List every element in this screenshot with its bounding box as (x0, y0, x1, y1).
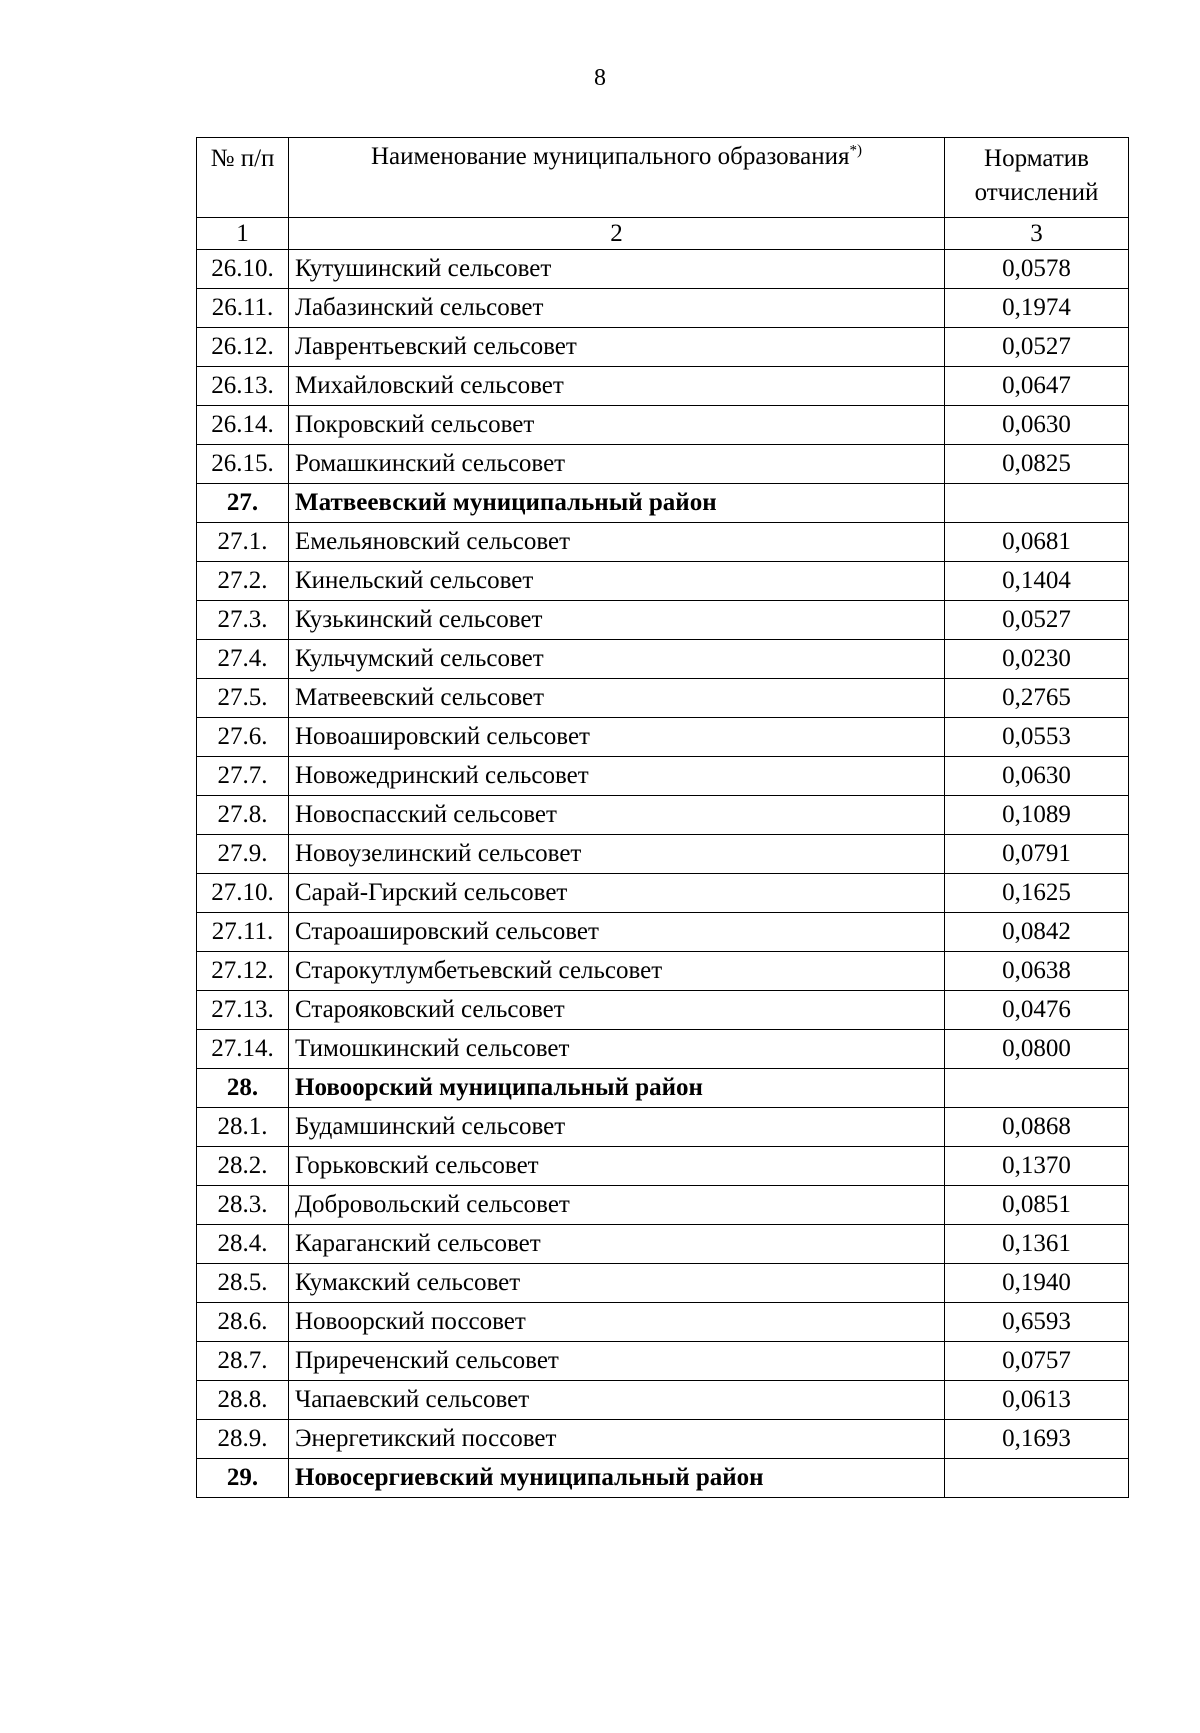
municipality-name: Старокутлумбетьевский сельсовет (289, 952, 945, 991)
municipality-name: Тимошкинский сельсовет (289, 1030, 945, 1069)
row-number: 27.3. (197, 601, 289, 640)
allocation-norm: 0,0553 (945, 718, 1129, 757)
municipality-name: Сарай-Гирский сельсовет (289, 874, 945, 913)
district-group-row (197, 1069, 1129, 1108)
row-number: 26.14. (197, 406, 289, 445)
allocation-norm (945, 1069, 1129, 1108)
municipality-name: Матвеевский муниципальный район (289, 484, 945, 523)
row-number: 27.7. (197, 757, 289, 796)
table-row (197, 562, 1129, 601)
municipality-name: Кумакский сельсовет (289, 1264, 945, 1303)
allocation-norm: 0,0230 (945, 640, 1129, 679)
municipality-name: Караганский сельсовет (289, 1225, 945, 1264)
table-row (197, 1264, 1129, 1303)
allocation-norm: 0,0757 (945, 1342, 1129, 1381)
header-name-footnote-mark: *) (849, 142, 863, 159)
allocation-norm: 0,1625 (945, 874, 1129, 913)
municipality-name: Добровольский сельсовет (289, 1186, 945, 1225)
allocation-norm: 0,0681 (945, 523, 1129, 562)
row-number: 26.15. (197, 445, 289, 484)
allocation-norm: 0,0800 (945, 1030, 1129, 1069)
table-row (197, 289, 1129, 328)
municipality-name: Новоспасский сельсовет (289, 796, 945, 835)
municipality-name: Лаврентьевский сельсовет (289, 328, 945, 367)
allocation-norm: 0,0825 (945, 445, 1129, 484)
table-row (197, 640, 1129, 679)
table-header-row (197, 138, 1129, 218)
allocation-norm: 0,2765 (945, 679, 1129, 718)
row-number: 28.7. (197, 1342, 289, 1381)
municipality-name: Михайловский сельсовет (289, 367, 945, 406)
municipality-name: Горьковский сельсовет (289, 1147, 945, 1186)
row-number: 27. (197, 484, 289, 523)
municipality-name: Новоорский муниципальный район (289, 1069, 945, 1108)
column-index-2: 2 (289, 218, 945, 250)
column-index-row (197, 218, 1129, 250)
allocation-norm: 0,0630 (945, 406, 1129, 445)
table-row (197, 874, 1129, 913)
table-row (197, 1147, 1129, 1186)
table-row (197, 913, 1129, 952)
table-row (197, 952, 1129, 991)
row-number: 27.6. (197, 718, 289, 757)
row-number: 27.2. (197, 562, 289, 601)
row-number: 26.11. (197, 289, 289, 328)
row-number: 28.9. (197, 1420, 289, 1459)
row-number: 28.4. (197, 1225, 289, 1264)
allocation-norm (945, 484, 1129, 523)
municipality-name: Чапаевский сельсовет (289, 1381, 945, 1420)
table-row (197, 1108, 1129, 1147)
table-row (197, 835, 1129, 874)
table-row (197, 679, 1129, 718)
table-row (197, 718, 1129, 757)
table-row (197, 250, 1129, 289)
table-row (197, 367, 1129, 406)
municipality-name: Новосергиевский муниципальный район (289, 1459, 945, 1498)
municipality-name: Кутушинский сельсовет (289, 250, 945, 289)
row-number: 28.5. (197, 1264, 289, 1303)
row-number: 27.14. (197, 1030, 289, 1069)
row-number: 28.3. (197, 1186, 289, 1225)
table-row (197, 1303, 1129, 1342)
table-row (197, 1186, 1129, 1225)
allocation-norm: 0,1693 (945, 1420, 1129, 1459)
table-row (197, 523, 1129, 562)
allocation-norm: 0,1370 (945, 1147, 1129, 1186)
allocation-norm: 0,0527 (945, 601, 1129, 640)
municipality-name: Емельяновский сельсовет (289, 523, 945, 562)
row-number: 28.6. (197, 1303, 289, 1342)
table-row (197, 1420, 1129, 1459)
table-row (197, 991, 1129, 1030)
allocation-norm: 0,0527 (945, 328, 1129, 367)
municipality-name: Кульчумский сельсовет (289, 640, 945, 679)
municipality-name: Новоорский поссовет (289, 1303, 945, 1342)
table-row (197, 757, 1129, 796)
allocation-norm: 0,1404 (945, 562, 1129, 601)
column-index-1: 1 (197, 218, 289, 250)
row-number: 27.10. (197, 874, 289, 913)
allocation-norm: 0,0476 (945, 991, 1129, 1030)
table-row (197, 406, 1129, 445)
allocation-norm: 0,0638 (945, 952, 1129, 991)
municipality-name: Матвеевский сельсовет (289, 679, 945, 718)
header-name (289, 138, 945, 218)
allocation-norm: 0,0851 (945, 1186, 1129, 1225)
district-group-row (197, 484, 1129, 523)
header-num: № п/п (197, 138, 289, 218)
row-number: 27.11. (197, 913, 289, 952)
municipality-name: Будамшинский сельсовет (289, 1108, 945, 1147)
row-number: 26.10. (197, 250, 289, 289)
municipality-name: Покровский сельсовет (289, 406, 945, 445)
municipality-name: Приреченский сельсовет (289, 1342, 945, 1381)
table-row (197, 328, 1129, 367)
municipality-name: Новоузелинский сельсовет (289, 835, 945, 874)
row-number: 28.1. (197, 1108, 289, 1147)
row-number: 26.12. (197, 328, 289, 367)
row-number: 26.13. (197, 367, 289, 406)
row-number: 27.1. (197, 523, 289, 562)
table-row (197, 445, 1129, 484)
allocation-norm: 0,0630 (945, 757, 1129, 796)
table-row (197, 796, 1129, 835)
allocation-norm: 0,1089 (945, 796, 1129, 835)
allocation-norm: 0,0647 (945, 367, 1129, 406)
allocation-norm: 0,0868 (945, 1108, 1129, 1147)
allocation-norm: 0,6593 (945, 1303, 1129, 1342)
allocation-norm: 0,1940 (945, 1264, 1129, 1303)
allocation-norm: 0,1361 (945, 1225, 1129, 1264)
allocation-norm (945, 1459, 1129, 1498)
column-index-3: 3 (945, 218, 1129, 250)
page-number: 8 (594, 65, 606, 91)
row-number: 27.4. (197, 640, 289, 679)
municipality-name: Энергетикский поссовет (289, 1420, 945, 1459)
district-group-row (197, 1459, 1129, 1498)
municipality-name: Кузькинский сельсовет (289, 601, 945, 640)
table-row (197, 1030, 1129, 1069)
municipality-name: Новожедринский сельсовет (289, 757, 945, 796)
row-number: 27.12. (197, 952, 289, 991)
row-number: 27.9. (197, 835, 289, 874)
row-number: 27.13. (197, 991, 289, 1030)
municipality-name: Староашировский сельсовет (289, 913, 945, 952)
row-number: 27.8. (197, 796, 289, 835)
allocation-norms-table (196, 137, 1129, 1498)
header-name-text: Наименование муниципального образования (370, 143, 850, 170)
municipality-name: Ромашкинский сельсовет (289, 445, 945, 484)
table-row (197, 1225, 1129, 1264)
table-row (197, 601, 1129, 640)
row-number: 27.5. (197, 679, 289, 718)
municipality-name: Старояковский сельсовет (289, 991, 945, 1030)
allocation-norm: 0,0842 (945, 913, 1129, 952)
allocation-norm: 0,0613 (945, 1381, 1129, 1420)
row-number: 28.8. (197, 1381, 289, 1420)
allocation-norm: 0,1974 (945, 289, 1129, 328)
row-number: 28. (197, 1069, 289, 1108)
row-number: 29. (197, 1459, 289, 1498)
table-row (197, 1381, 1129, 1420)
municipality-name: Лабазинский сельсовет (289, 289, 945, 328)
table-row (197, 1342, 1129, 1381)
header-value: Норматив отчислений (945, 138, 1129, 218)
municipality-name: Новоашировский сельсовет (289, 718, 945, 757)
municipality-name: Кинельский сельсовет (289, 562, 945, 601)
row-number: 28.2. (197, 1147, 289, 1186)
allocation-norm: 0,0578 (945, 250, 1129, 289)
allocation-norm: 0,0791 (945, 835, 1129, 874)
